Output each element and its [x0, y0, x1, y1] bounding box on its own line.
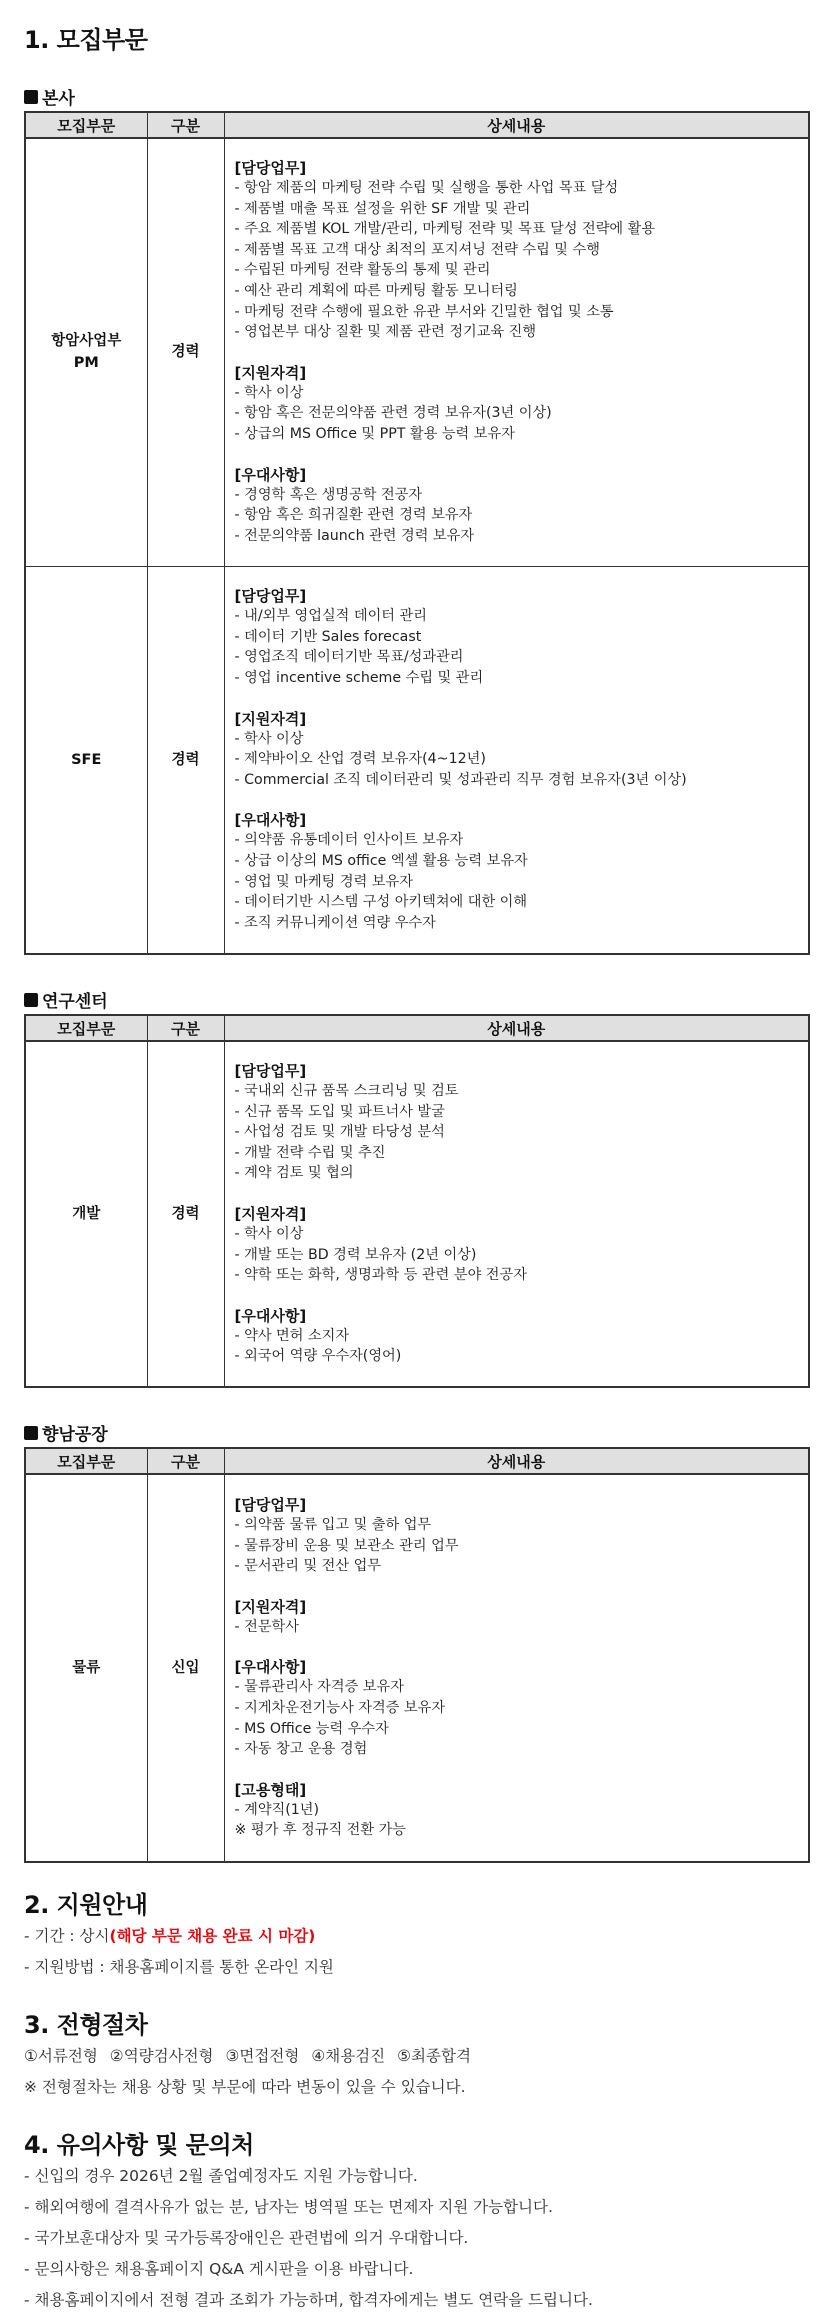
step-item: ①서류전형: [24, 2047, 98, 2065]
type-cell: 경력: [147, 138, 224, 566]
process-steps: [24, 2041, 810, 2072]
square-bullet-icon: [24, 1426, 38, 1440]
notice-line: - 국가보훈대상자 및 국가등록장애인은 관련법에 의거 우대합니다.: [24, 2229, 469, 2247]
square-bullet-icon: [24, 90, 38, 104]
section-notice: [24, 2125, 810, 2316]
section-title-apply: 2. 지원안내: [24, 1891, 148, 1919]
header-detail: 상세내용: [224, 1015, 809, 1041]
notice-line: - 채용홈페이지에서 전형 결과 조회가 가능하며, 합격자에게는 별도 연락을 드립니다.: [24, 2291, 593, 2309]
recruit-table: [24, 1447, 810, 1863]
table-row: [25, 566, 809, 954]
detail-cell: [224, 1041, 809, 1387]
type-cell: 경력: [147, 566, 224, 954]
step-item: ②역량검사전형: [109, 2047, 214, 2065]
qualification-block: [지원자격] - 학사 이상 - 항암 혹은 전문의약품 관련 경력 보유자(3년 이상) - 상급의 MS Office 및 PPT 활용 능력 보유자: [234, 363, 552, 443]
table-row: [25, 1474, 809, 1862]
header-detail: 상세내용: [224, 1448, 809, 1474]
table-header-row: [25, 1015, 809, 1041]
header-dept: 모집부문: [25, 112, 147, 138]
preference-block: [우대사항] - 약사 면허 소지자 - 외국어 역량 우수자(영어): [234, 1306, 402, 1365]
step-item: ④채용검진: [311, 2047, 386, 2065]
table-row: [25, 1041, 809, 1387]
header-type: 구분: [147, 1015, 224, 1041]
header-dept: 모집부문: [25, 1015, 147, 1041]
preference-block: [우대사항] - 의약품 유통데이터 인사이트 보유자 - 상급 이상의 MS office 엑셀 활용 능력 보유자 - 영업 및 마케팅 경력 보유자 - 데이터기반 시스템 구성 아키텍쳐에 대한 이해 - 조직 커뮤니케이션 역량 우수자: [234, 811, 528, 931]
qualification-block: [지원자격] - 전문학사: [234, 1597, 307, 1635]
preference-block: [우대사항] - 물류관리사 자격증 보유자 - 지게차운전기능사 자격증 보유자 - MS Office 능력 우수자 - 자동 창고 운용 경험: [234, 1658, 446, 1758]
dept-cell: SFE: [25, 566, 147, 954]
duty-block: [담당업무] - 의약품 물류 입고 및 출하 업무 - 물류장비 운용 및 보관소 관리 업무 - 문서관리 및 전산 업무: [234, 1496, 459, 1575]
section-process: [24, 2005, 810, 2103]
step-item: ③면접전형: [225, 2047, 300, 2065]
table-row: [25, 138, 809, 566]
preference-block: [우대사항] - 경영학 혹은 생명공학 전공자 - 항암 혹은 희귀질환 관련 경력 보유자 - 전문의약품 launch 관련 경력 보유자: [234, 465, 475, 544]
detail-cell: [224, 138, 809, 566]
employment-type-block: [고용형태] - 계약직(1년) ※ 평가 후 정규직 전환 가능: [234, 1780, 406, 1839]
dept-cell: 물류: [25, 1474, 147, 1862]
group-title: 향남공장: [24, 1420, 810, 1445]
recruit-table: [24, 111, 810, 955]
table-header-row: [25, 1448, 809, 1474]
qualification-block: [지원자격] - 학사 이상 - 개발 또는 BD 경력 보유자 (2년 이상) - 약학 또는 화학, 생명과학 등 관련 분야 전공자: [234, 1205, 527, 1284]
duty-block: [담당업무] - 항암 제품의 마케팅 전략 수립 및 실행을 통한 사업 목표 달성 - 제품별 매출 목표 설정을 위한 SF 개발 및 관리 - 주요 제품별 KOL 개발/관리, 마케팅 전략 및 목표 달성 전략에 활용 - 제품별 목표 고객 대상 최적의 포지셔닝 전략 수립 및 수행 - 수립된 마케팅 전략 활동의 통제 및 관리 - 예산 관리 계획에 따른 마케팅 활동 모니터링 - 마케팅 전략 수행에 필요한 유관 부서와 긴밀한 협업 및 소통 - 영업본부 대상 질환 및 제품 관련 정기교육 진행: [234, 159, 656, 341]
header-type: 구분: [147, 1448, 224, 1474]
dept-cell: 항암사업부 PM: [25, 138, 147, 566]
section-title-recruit: 1. 모집부문: [24, 26, 148, 54]
group-hq: [24, 84, 810, 955]
header-type: 구분: [147, 112, 224, 138]
section-title-notice: 4. 유의사항 및 문의처: [24, 2131, 254, 2159]
detail-cell: [224, 566, 809, 954]
deadline-highlight: (해당 부문 채용 완료 시 마감): [109, 1927, 316, 1945]
step-item: ⑤최종합격: [397, 2047, 471, 2065]
group-title: 본사: [24, 84, 810, 109]
section-apply: [24, 1885, 810, 1983]
table-header-row: [25, 112, 809, 138]
group-research: [24, 987, 810, 1388]
header-dept: 모집부문: [25, 1448, 147, 1474]
duty-block: [담당업무] - 국내외 신규 품목 스크리닝 및 검토 - 신규 품목 도입 및 파트너사 발굴 - 사업성 검토 및 개발 타당성 분석 - 개발 전략 수립 및 추진 - 계약 검토 및 협의: [234, 1062, 459, 1182]
group-factory: [24, 1420, 810, 1863]
recruit-table: [24, 1014, 810, 1388]
type-cell: 신입: [147, 1474, 224, 1862]
process-note: ※ 전형절차는 채용 상황 및 부문에 따라 변동이 있을 수 있습니다.: [24, 2078, 466, 2096]
section-title-process: 3. 전형절차: [24, 2011, 148, 2039]
square-bullet-icon: [24, 993, 38, 1007]
apply-method: - 지원방법 : 채용홈페이지를 통한 온라인 지원: [24, 1958, 334, 1976]
duty-block: [담당업무] - 내/외부 영업실적 데이터 관리 - 데이터 기반 Sales forecast - 영업조직 데이터기반 목표/성과관리 - 영업 incentive scheme 수립 및 관리: [234, 587, 484, 686]
notice-line: - 신입의 경우 2026년 2월 졸업예정자도 지원 가능합니다.: [24, 2167, 418, 2185]
dept-cell: 개발: [25, 1041, 147, 1387]
section-recruit: [24, 20, 810, 1863]
header-detail: 상세내용: [224, 112, 809, 138]
detail-cell: [224, 1474, 809, 1862]
apply-period: - 기간 : 상시(해당 부문 채용 완료 시 마감): [24, 1927, 316, 1945]
group-title: 연구센터: [24, 987, 810, 1012]
qualification-block: [지원자격] - 학사 이상 - 제약바이오 산업 경력 보유자(4~12년) - Commercial 조직 데이터관리 및 성과관리 직무 경험 보유자(3년 이상): [234, 709, 687, 788]
notice-line: - 문의사항은 채용홈페이지 Q&A 게시판을 이용 바랍니다.: [24, 2260, 414, 2278]
notice-line: - 해외여행에 결격사유가 없는 분, 남자는 병역필 또는 면제자 지원 가능합니다.: [24, 2198, 553, 2216]
type-cell: 경력: [147, 1041, 224, 1387]
